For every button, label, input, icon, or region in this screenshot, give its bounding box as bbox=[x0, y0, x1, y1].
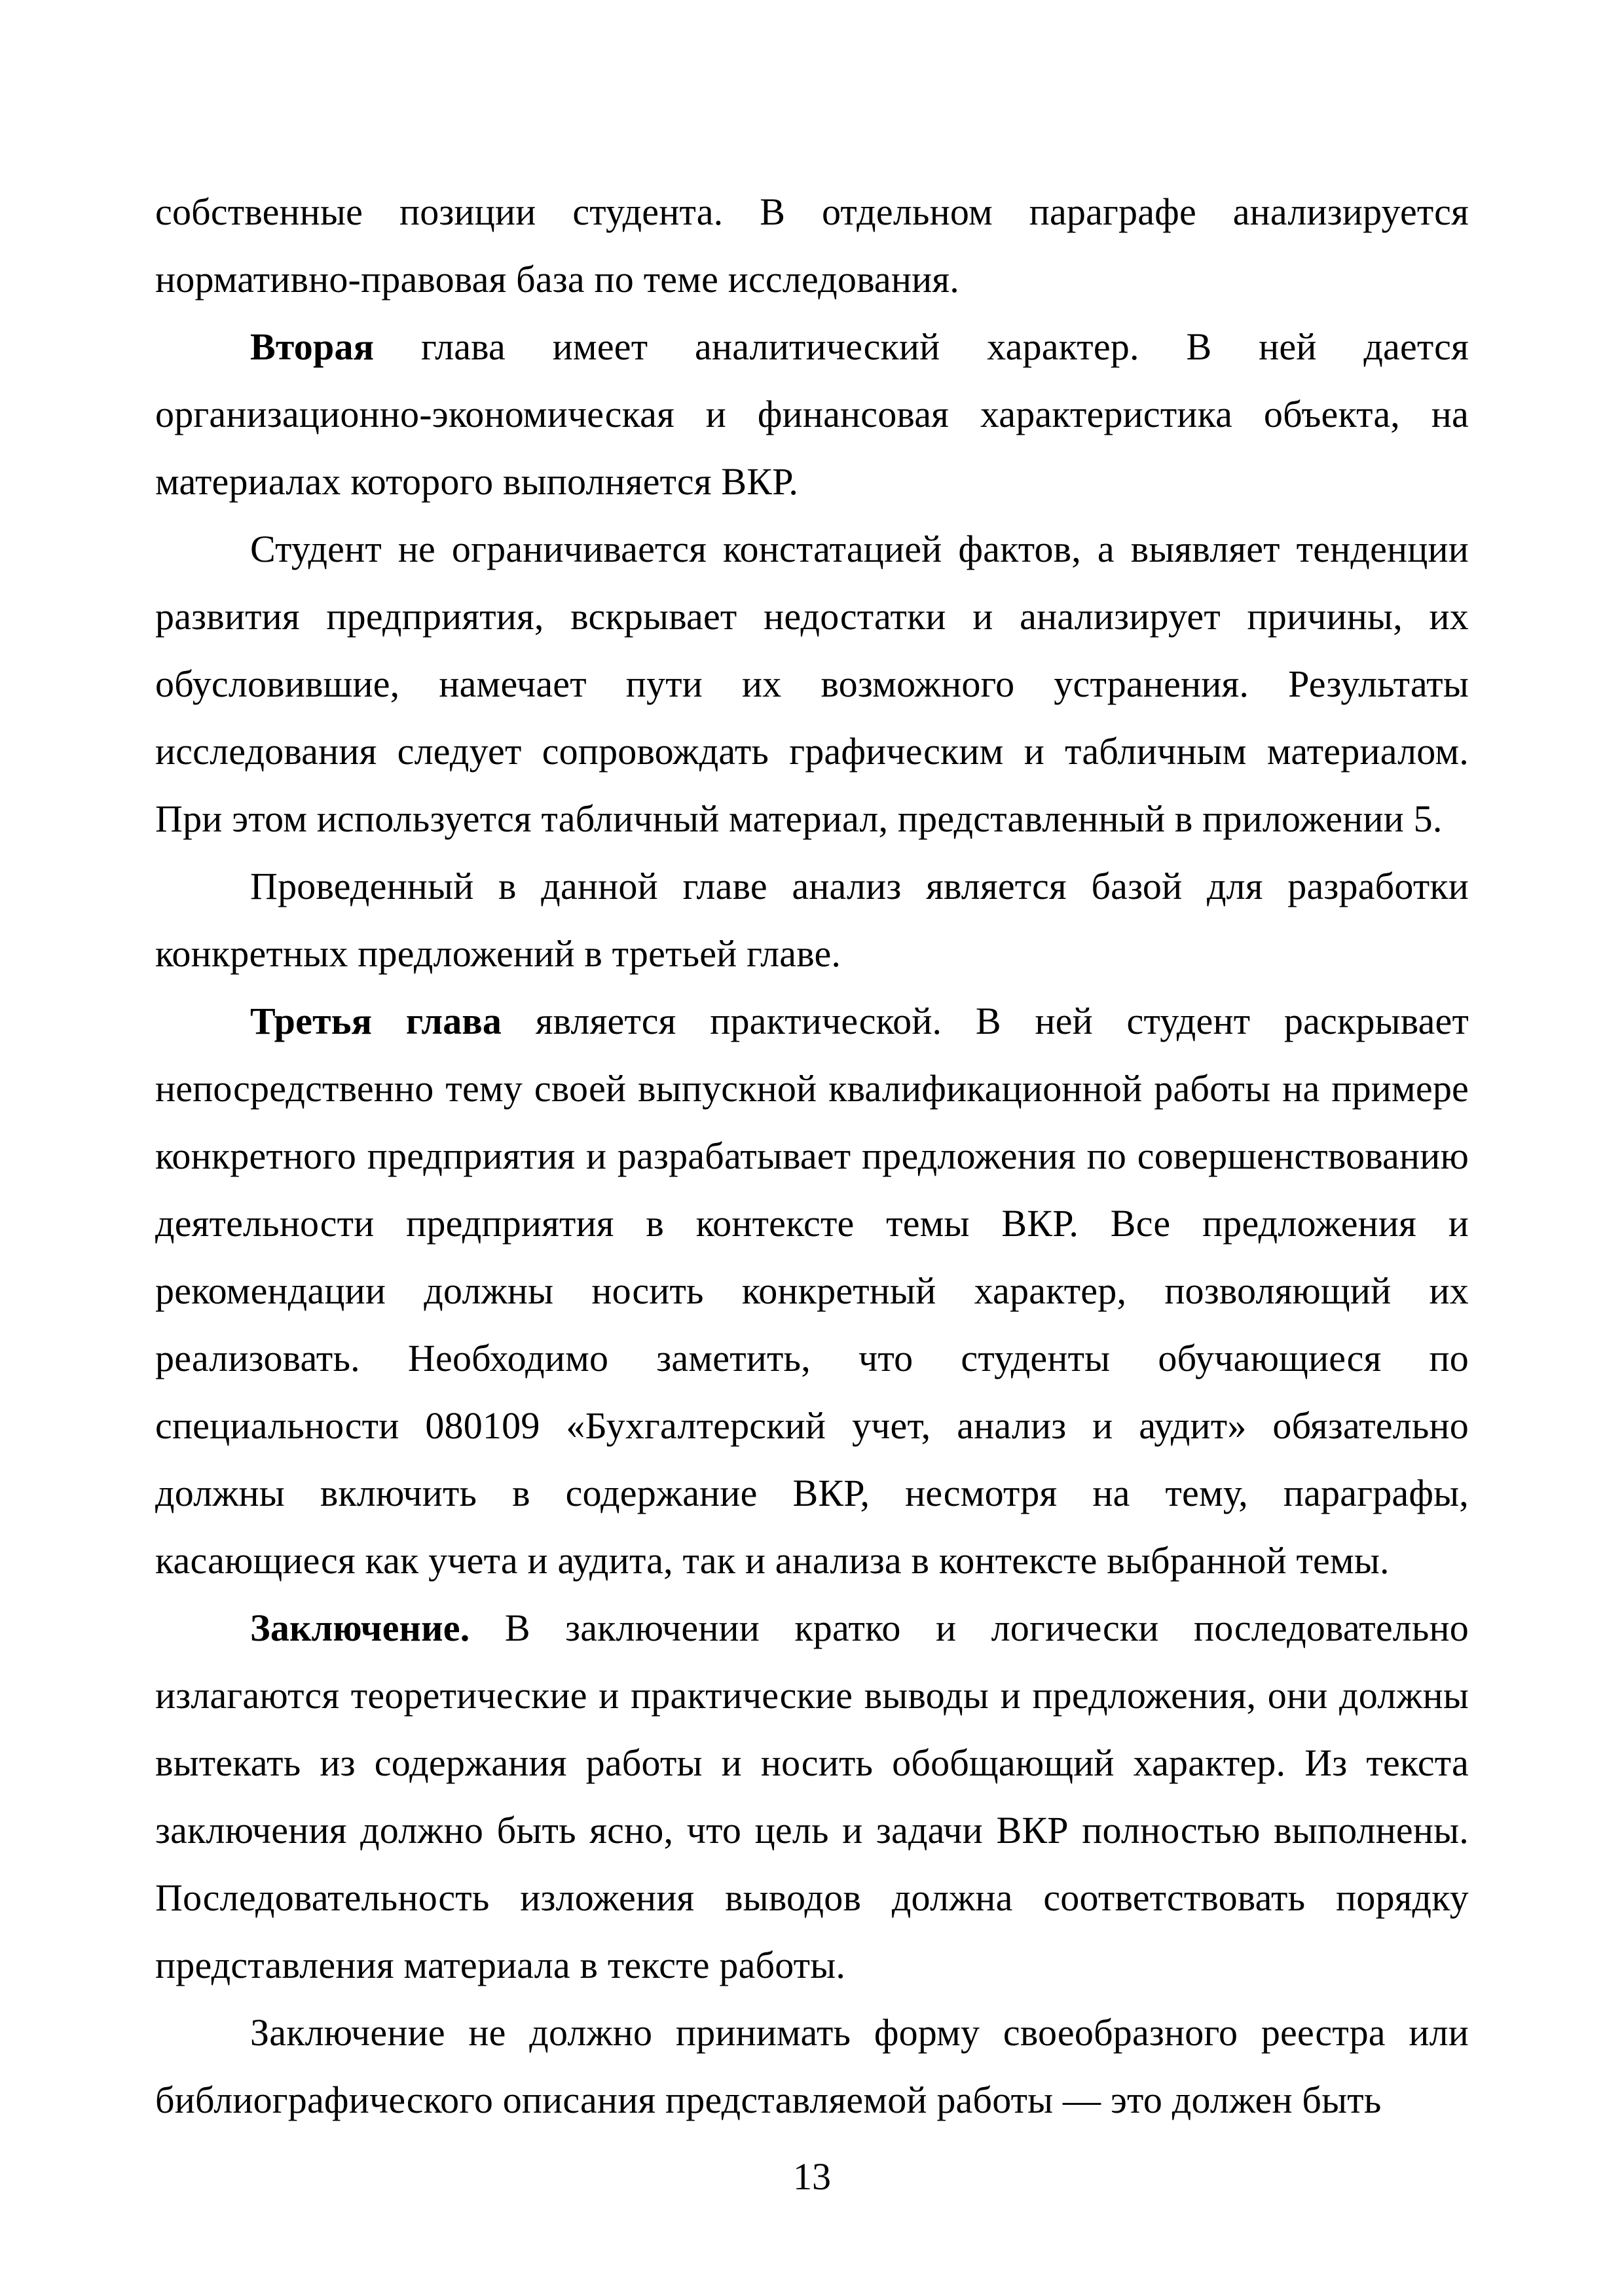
paragraph-continuation bbox=[155, 178, 1469, 313]
paragraph-text: собственные позиции студента. В отдельном параграфе анализируется нормативно-правовая база по теме исследования. bbox=[155, 191, 1469, 301]
paragraph-analysis-base bbox=[155, 852, 1469, 987]
paragraph-second-chapter bbox=[155, 313, 1469, 515]
paragraph-text: В заключении кратко и логически последовательно излагаются теоретические и практические выводы и предложения, они должны вытекать из содержания работы и носить обобщающий характер. Из текста заключения должно быть ясно, что цель и задачи ВКР полностью выполнены. Последовательность изложения выводов должна соответствовать порядку представления материала в тексте работы. bbox=[155, 1607, 1469, 1986]
paragraph-text: является практической. В ней студент раскрывает непосредственно тему своей выпускной квалификационной работы на примере конкретного предприятия и разрабатывает предложения по совершенствованию деятельности предприятия в контексте темы ВКР. Все предложения и рекомендации должны носить конкретный характер, позволяющий их реализовать. Необходимо заметить, что студенты обучающиеся по специальности 080109 «Бухгалтерский учет, анализ и аудит» обязательно должны включить в содержание ВКР, несмотря на тему, параграфы, касающиеся как учета и аудита, так и анализа в контексте выбранной темы. bbox=[155, 1000, 1469, 1582]
paragraph-conclusion bbox=[155, 1594, 1469, 1999]
paragraph-conclusion-form bbox=[155, 1999, 1469, 2134]
paragraph-text: Заключение не должно принимать форму своеобразного реестра или библиографического описания представляемой работы — это должен быть bbox=[155, 2011, 1469, 2121]
paragraph-student-analysis bbox=[155, 515, 1469, 852]
paragraph-text: Студент не ограничивается констатацией фактов, а выявляет тенденции развития предприятия, вскрывает недостатки и анализирует причины, их обусловившие, намечает пути их возможного устранения. Результаты исследования следует сопровождать графическим и табличным материалом. При этом используется табличный материал, представленный в приложении 5. bbox=[155, 528, 1469, 840]
paragraph-text: глава имеет аналитический характер. В ней дается организационно-экономическая и финансовая характеристика объекта, на материалах которого выполняется ВКР. bbox=[155, 325, 1469, 503]
paragraph-lead-bold: Вторая bbox=[250, 325, 375, 368]
paragraph-third-chapter bbox=[155, 987, 1469, 1594]
paragraph-text: Проведенный в данной главе анализ является базой для разработки конкретных предложений в третьей главе. bbox=[155, 865, 1469, 975]
page-number: 13 bbox=[793, 2155, 831, 2198]
document-text-block bbox=[155, 178, 1469, 2134]
paragraph-lead-bold: Третья глава bbox=[250, 1000, 502, 1042]
paragraph-lead-bold: Заключение. bbox=[250, 1607, 470, 1649]
